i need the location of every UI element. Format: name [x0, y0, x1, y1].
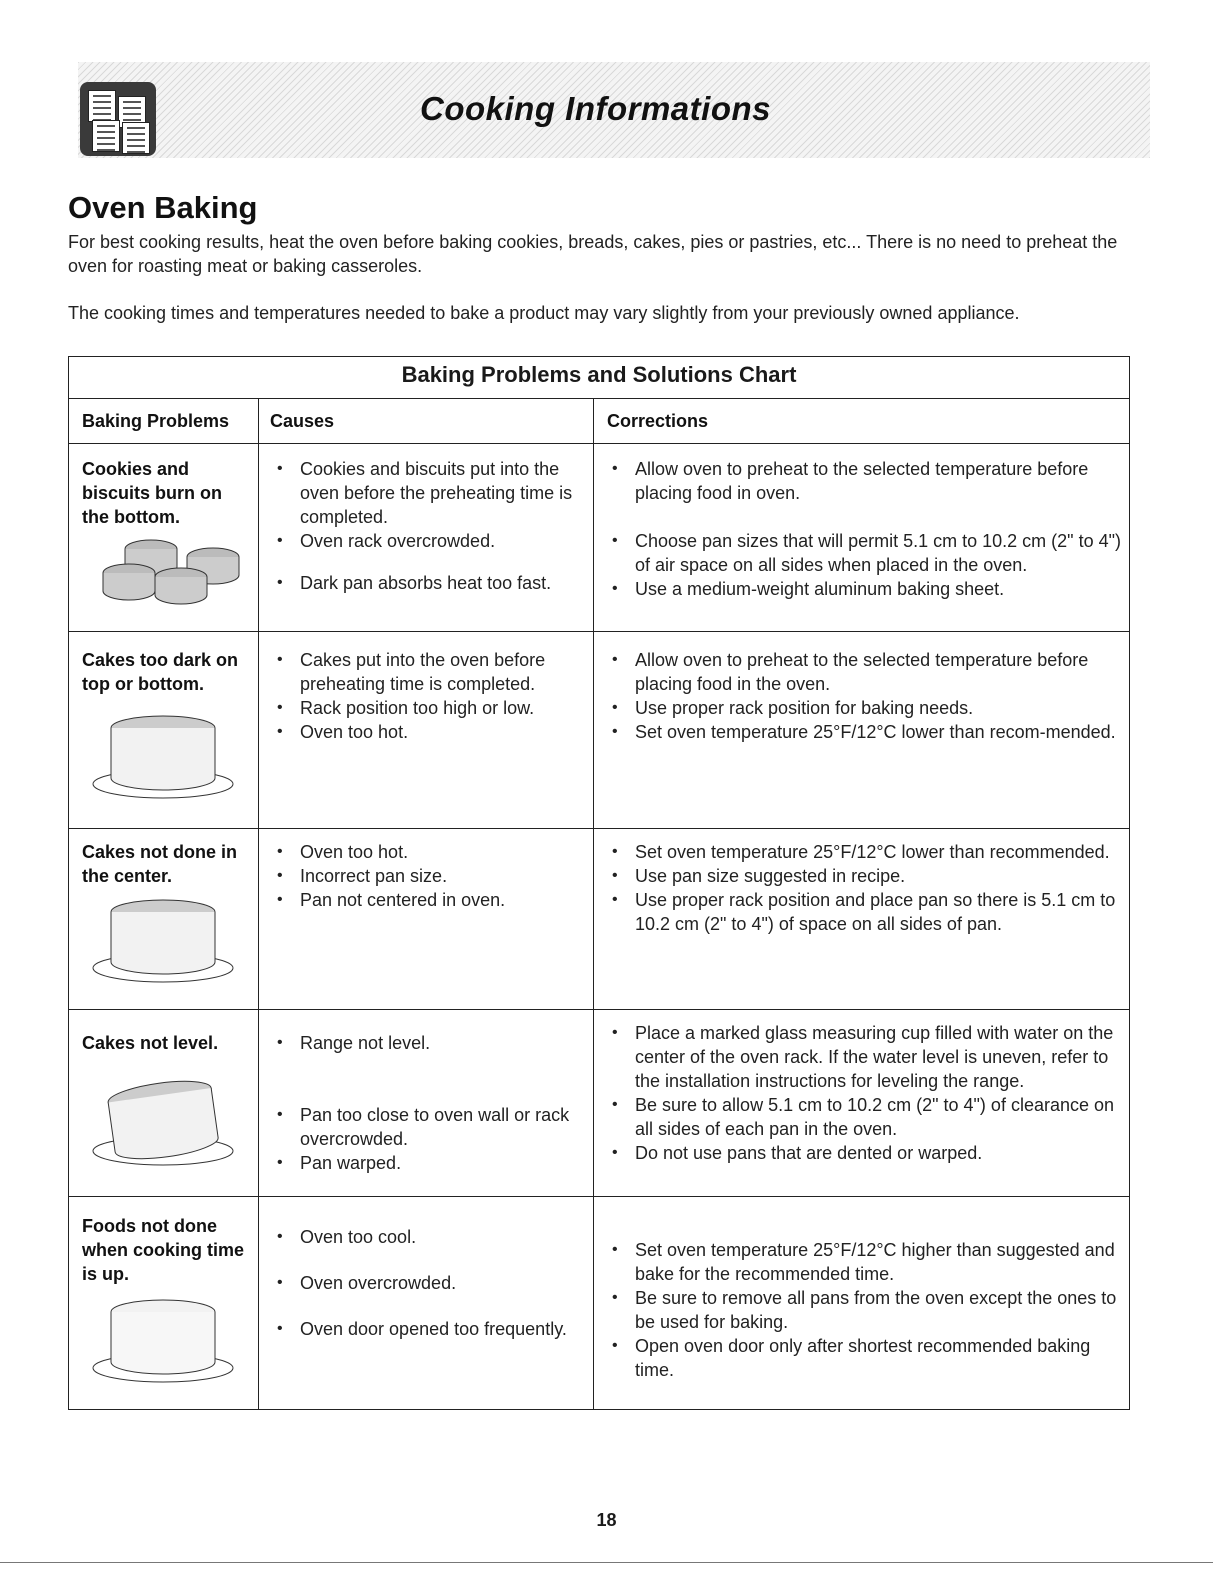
cause-item: • Pan not centered in oven.	[270, 888, 588, 912]
cause-item: • Pan too close to oven wall or rack overcrowded.	[270, 1103, 588, 1151]
correction-item: • Set oven temperature 25°F/12°C higher than suggested and bake for the recommended time.	[605, 1238, 1125, 1286]
causes-list	[270, 1031, 588, 1175]
cause-item: • Cakes put into the oven before preheating time is completed.	[270, 648, 588, 696]
causes-list	[270, 457, 588, 595]
correction-item: • Do not use pans that are dented or warped.	[605, 1141, 1125, 1165]
page-number: 18	[596, 1510, 617, 1530]
problem-label: Cakes not done in the center.	[82, 842, 238, 886]
cause-item: • Oven too cool.	[270, 1225, 588, 1249]
cause-item: • Oven rack overcrowded.	[270, 529, 588, 553]
corrections-list	[605, 1021, 1125, 1165]
causes-list	[270, 648, 588, 744]
corrections-list	[605, 1238, 1125, 1382]
causes-list	[270, 840, 588, 912]
correction-item: • Choose pan sizes that will permit 5.1 cm to 10.2 cm (2" to 4") of air space on all sides when placed in the oven.	[605, 529, 1125, 577]
cause-item: • Rack position too high or low.	[270, 696, 588, 720]
cause-item: • Oven door opened too frequently.	[270, 1317, 588, 1341]
correction-item: • Open oven door only after shortest recommended baking time.	[605, 1334, 1125, 1382]
row-divider	[69, 828, 1129, 829]
column-divider	[258, 399, 259, 1409]
correction-item: • Use pan size suggested in recipe.	[605, 864, 1125, 888]
cause-item: • Pan warped.	[270, 1151, 588, 1175]
cause-item: • Range not level.	[270, 1031, 588, 1055]
column-header-problems: Baking Problems	[82, 411, 230, 431]
corrections-list	[605, 648, 1125, 744]
column-header-causes: Causes	[270, 411, 335, 431]
column-divider	[593, 399, 594, 1409]
problem-label: Foods not done when cooking time is up.	[82, 1216, 245, 1284]
row-divider	[69, 1196, 1129, 1197]
problem-label: Cakes too dark on top or bottom.	[82, 650, 239, 694]
correction-item: • Set oven temperature 25°F/12°C lower than recommended.	[605, 840, 1125, 864]
section-heading: Oven Baking	[68, 190, 258, 225]
causes-list	[270, 1225, 588, 1341]
row-divider	[69, 631, 1129, 632]
correction-item: • Use proper rack position for baking needs.	[605, 696, 1125, 720]
intro-paragraph: For best cooking results, heat the oven before baking cookies, breads, cakes, pies or pastries, etc... There is no need to preheat the oven for roasting meat or baking casseroles.	[68, 232, 1118, 276]
correction-item: • Allow oven to preheat to the selected temperature before placing food in the oven.	[605, 648, 1125, 696]
cause-item: • Oven too hot.	[270, 840, 588, 864]
correction-item: • Use proper rack position and place pan so there is 5.1 cm to 10.2 cm (2" to 4") of space on all sides of pan.	[605, 888, 1125, 936]
corrections-list	[605, 840, 1125, 936]
cake-illustration	[89, 896, 239, 986]
cake-illustration	[89, 1296, 239, 1386]
baking-problems-chart	[68, 356, 1130, 1410]
correction-item: • Be sure to remove all pans from the oven except the ones to be used for baking.	[605, 1286, 1125, 1334]
header-divider	[69, 443, 1129, 444]
column-header-corrections: Corrections	[607, 411, 709, 431]
cause-item: • Oven too hot.	[270, 720, 588, 744]
correction-item: • Use a medium-weight aluminum baking sheet.	[605, 577, 1125, 601]
bottom-rule	[0, 1562, 1213, 1563]
corrections-list	[605, 457, 1125, 601]
row-divider	[69, 1009, 1129, 1010]
correction-item: • Place a marked glass measuring cup filled with water on the center of the oven rack. If the water level is uneven, refer to the installation instructions for leveling the range.	[605, 1021, 1125, 1093]
problem-label: Cakes not level.	[82, 1033, 219, 1053]
correction-item: • Set oven temperature 25°F/12°C lower than recom-mended.	[605, 720, 1125, 744]
correction-item: • Be sure to allow 5.1 cm to 10.2 cm (2" to 4") of clearance on all sides of each pan in the oven.	[605, 1093, 1125, 1141]
chart-title: Baking Problems and Solutions Chart	[69, 357, 1129, 399]
cake-illustration	[89, 712, 239, 802]
problem-label: Cookies and biscuits burn on the bottom.	[82, 459, 223, 527]
cause-item: • Cookies and biscuits put into the oven before the preheating time is completed.	[270, 457, 588, 529]
cause-item: • Oven overcrowded.	[270, 1271, 588, 1295]
cookies-illustration	[89, 529, 249, 619]
tilted-cake-illustration	[89, 1079, 239, 1169]
document-pages-icon	[80, 82, 156, 156]
cause-item: • Incorrect pan size.	[270, 864, 588, 888]
cause-item: • Dark pan absorbs heat too fast.	[270, 571, 588, 595]
banner-title: Cooking Informations	[420, 90, 771, 127]
correction-item: • Allow oven to preheat to the selected temperature before placing food in oven.	[605, 457, 1125, 505]
intro-paragraph-2: The cooking times and temperatures needed to bake a product may vary slightly from your previously owned appliance.	[68, 303, 1020, 323]
